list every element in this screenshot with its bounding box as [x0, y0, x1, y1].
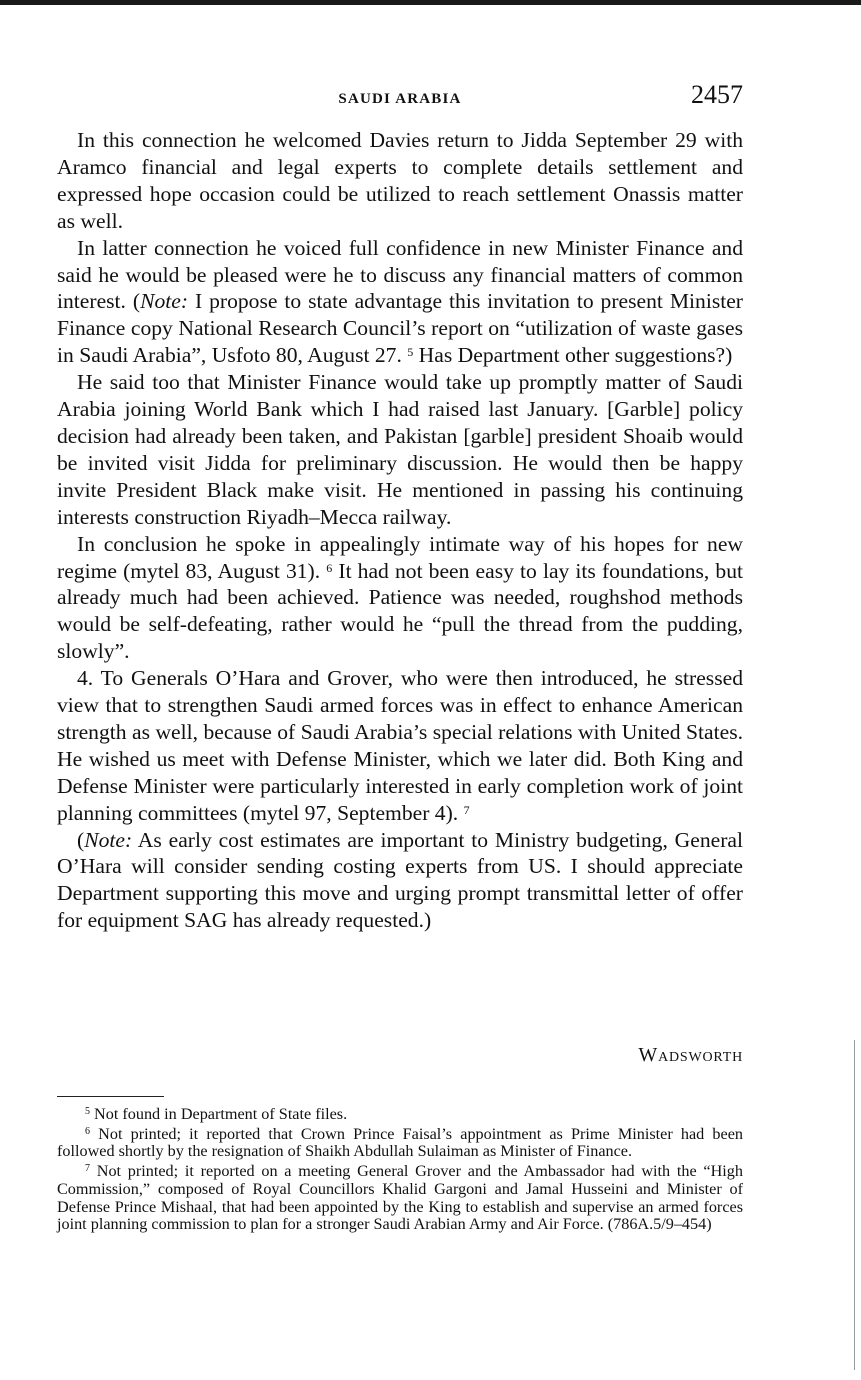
paragraph-text: I propose to state advantage this invitation to present Minister Finance copy National Research Council’s report on “utilization of waste gases in Saudi Arabia”, Usfoto 80, August 27.: [57, 289, 744, 368]
running-head: SAUDI ARABIA: [338, 91, 462, 107]
footnote-ref: 5: [407, 345, 414, 360]
paragraph: [57, 369, 743, 530]
footnote: [57, 1126, 743, 1161]
document-body: [57, 127, 743, 934]
footnote-ref: 7: [463, 802, 470, 817]
footnote-number: 6: [85, 1125, 90, 1137]
scan-right-edge: [854, 1040, 855, 1370]
footnote-number: 5: [85, 1106, 90, 1117]
paragraph: [57, 665, 743, 826]
paragraph-text: In this connection he welcomed Davies return to Jidda September 29 with Aramco financial and legal experts to complete details settlement and expressed hope occasion could be utilized to reach settlement Onassis matter as well.: [57, 128, 743, 233]
scan-top-edge: [0, 0, 861, 5]
paragraph-text: Has Department other suggestions?): [413, 343, 733, 368]
footnote-divider: [57, 1096, 164, 1097]
paragraph-text: In conclusion he spoke in appealingly intimate way of his hopes for new regime (mytel 83, August 31).: [57, 531, 743, 583]
note-label: Note:: [140, 289, 189, 314]
paragraph-text: As early cost estimates are important to Ministry budgeting, General O’Hara will consider sending costing experts from US. I should appreciate Department supporting this move and urging prompt transmittal letter of offer for equipment SAG has already requested.): [57, 827, 743, 933]
footnote-text: Not printed; it reported on a meeting General Grover and the Ambassador had with the “High Commission,” composed of Royal Councillors Khalid Gargoni and Jamal Husseini and Minister of Defense Prince Mishaal, that had been appointed by the King to establish and supervise an armed forces joint planning commission to plan for a stronger Saudi Arabian Army and Air Force. (786A.5/9–454): [57, 1162, 743, 1234]
paragraph-text: In latter connection he voiced full confidence in new Minister Finance and said he would be pleased were he to discuss any financial matters of common interest. (: [57, 235, 743, 314]
footnote-number: 7: [85, 1163, 90, 1175]
footnote-text: Not printed; it reported that Crown Prince Faisal’s appointment as Prime Minister had been followed shortly by the resignation of Shaikh Abdullah Sulaiman as Minister of Finance.: [57, 1124, 743, 1161]
footnotes: [57, 1106, 743, 1236]
paragraph: [57, 127, 743, 235]
footnote: [57, 1106, 743, 1124]
note-label: Note:: [84, 827, 133, 852]
footnote: [57, 1163, 743, 1234]
paragraph-text: It had not been easy to lay its foundations, but already much had been achieved. Patience was needed, roughshod methods would be self-defeating, rather would he “pull the thread from the pudding, slowly”.: [57, 558, 744, 664]
signature: Wadsworth: [638, 1044, 743, 1066]
paragraph: [57, 827, 743, 935]
paragraph-text: He said too that Minister Finance would take up promptly matter of Saudi Arabia joining World Bank which I had raised last January. [Garble] policy decision had already been taken, and Pakistan [garble] president Shoaib would be invited visit Jidda for preliminary discussion. He would then be happy invite President Black make visit. He mentioned in passing his continuing interests construction Riyadh–Mecca railway.: [57, 370, 743, 529]
page-number: 2457: [691, 80, 743, 109]
paragraph-text: (: [77, 827, 85, 852]
page-header: [57, 80, 743, 116]
paragraph: [57, 235, 743, 370]
footnote-text: Not found in Department of State files.: [90, 1105, 348, 1123]
paragraph: [57, 531, 743, 666]
footnote-ref: 6: [326, 560, 333, 575]
paragraph-text: 4. To Generals O’Hara and Grover, who were then introduced, he stressed view that to strengthen Saudi armed forces was in effect to enhance American strength as well, because of Saudi Arabia’s special relations with United States. He wished us meet with Defense Minister, which we later did. Both King and Defense Minister were particularly interested in early completion work of joint planning committees (mytel 97, September 4).: [57, 666, 743, 825]
